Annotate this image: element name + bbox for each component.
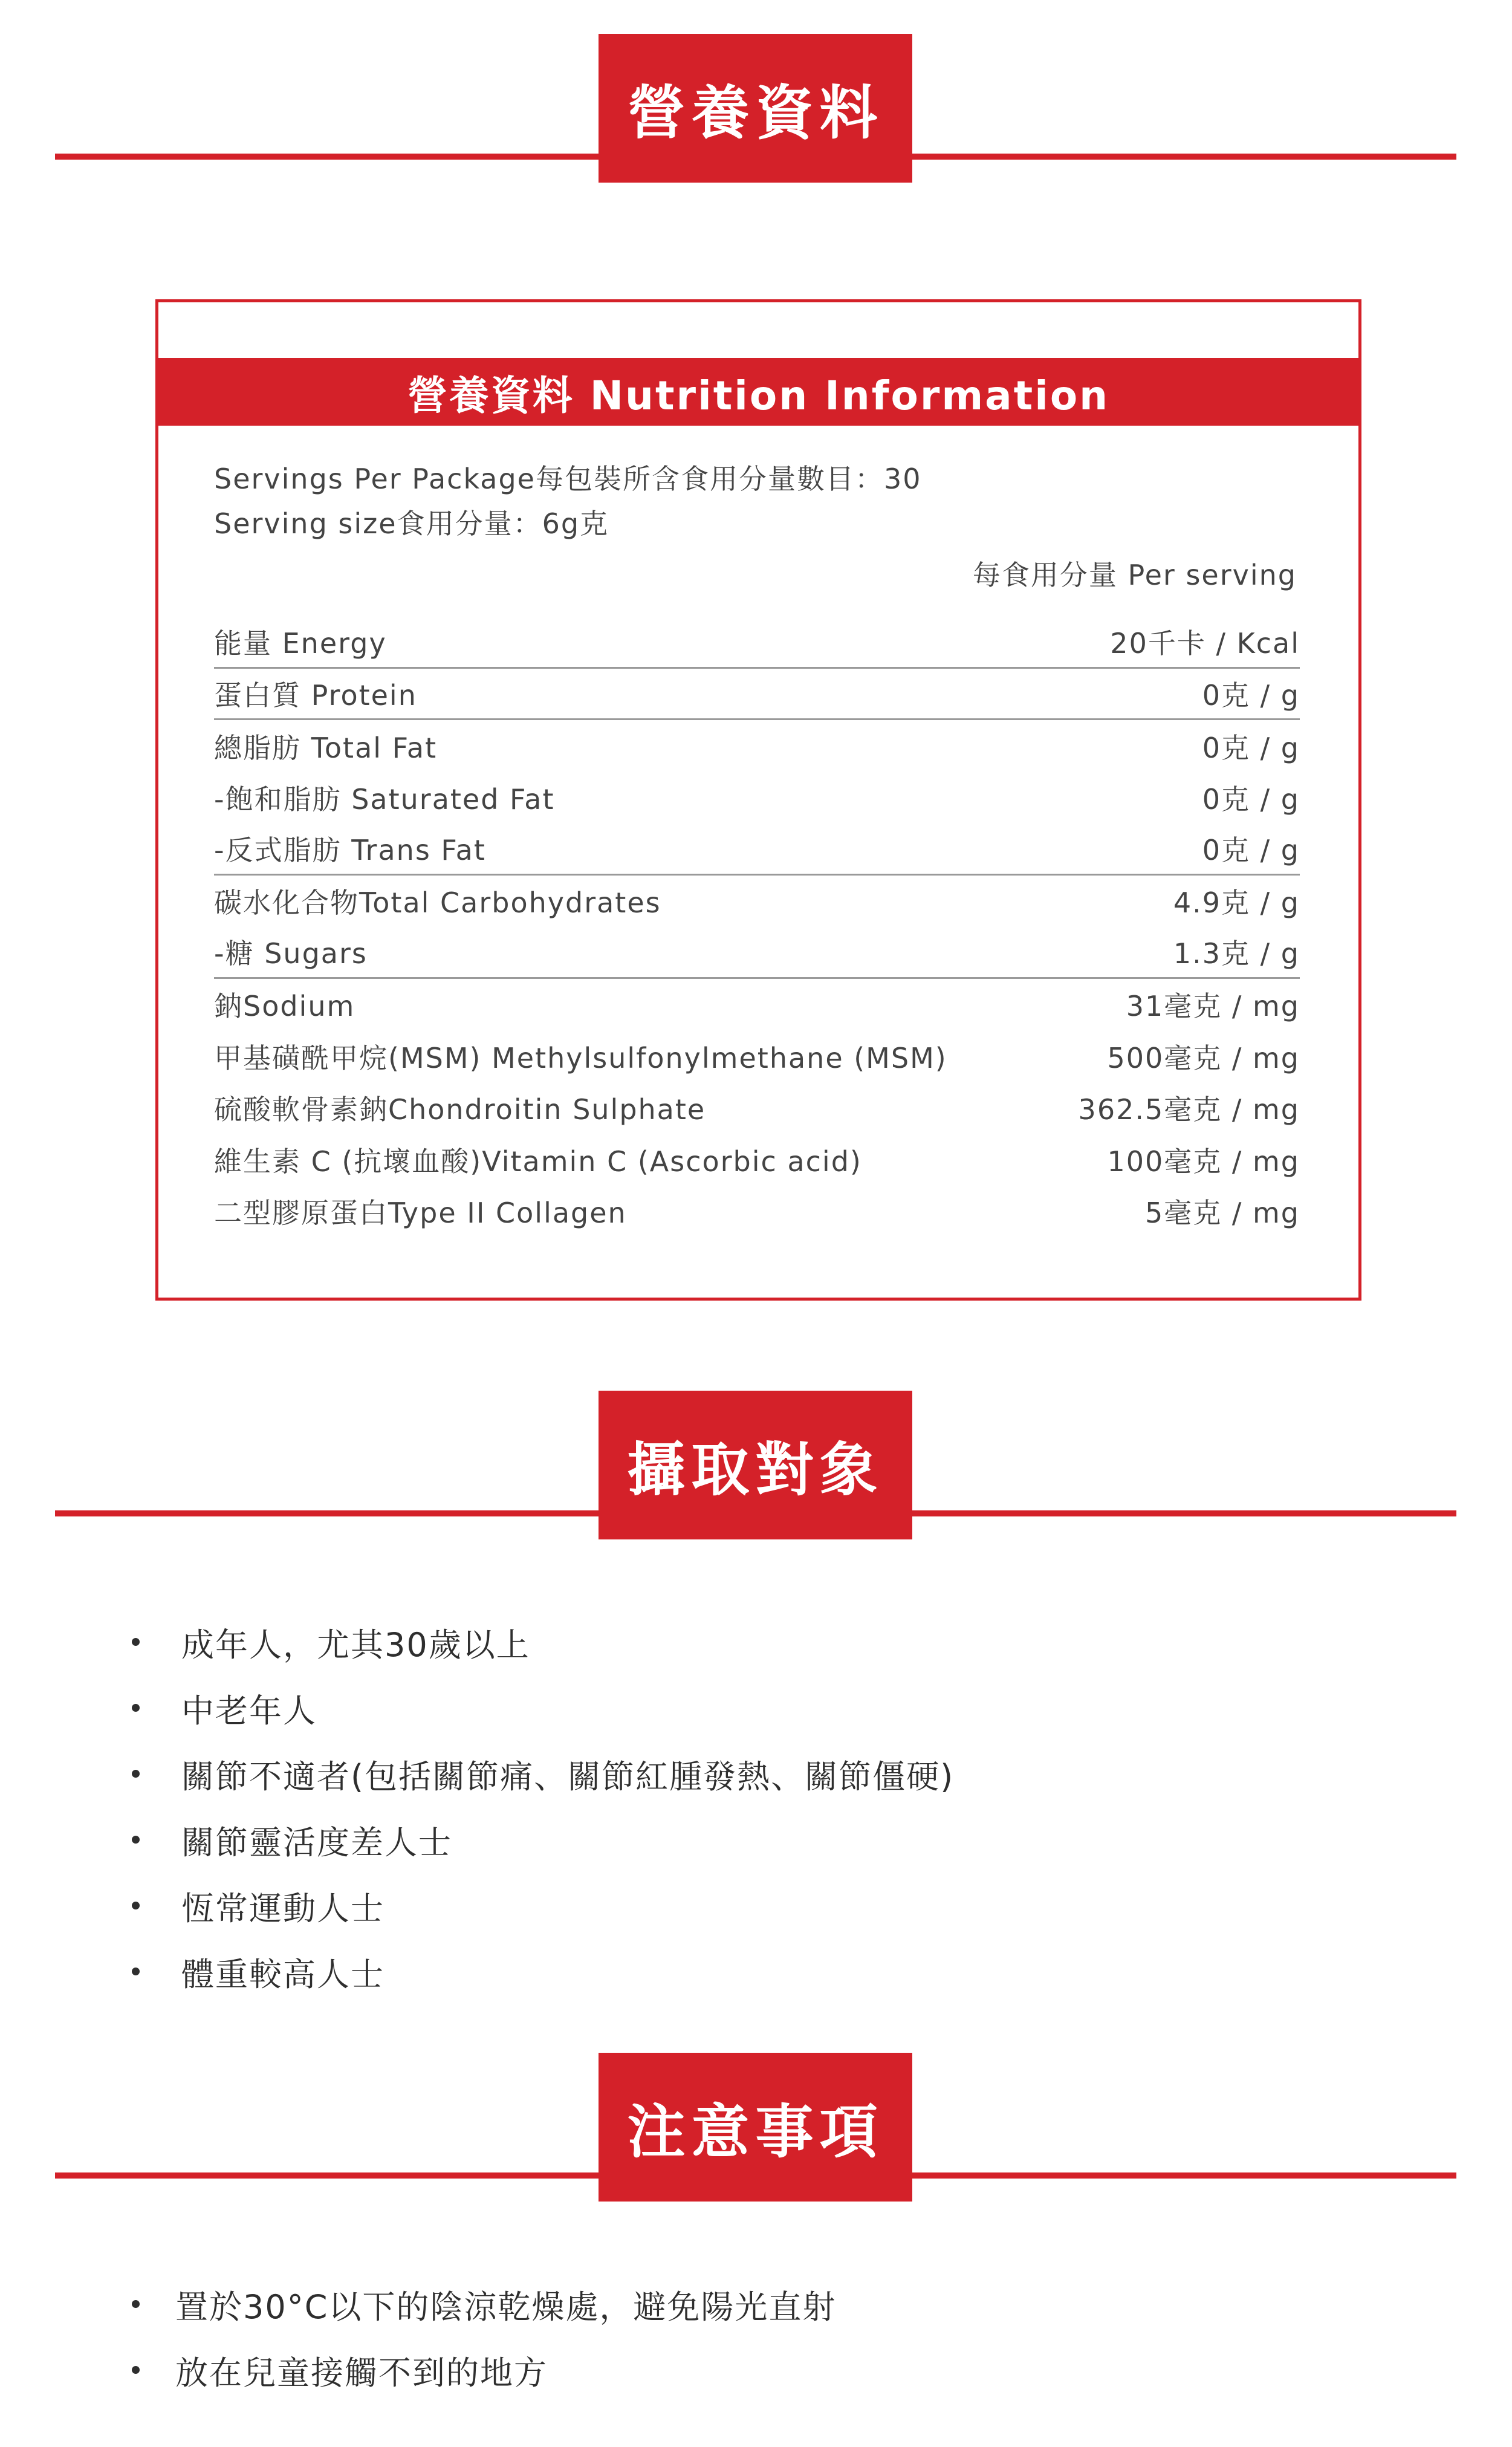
bullet-dot (132, 1836, 140, 1844)
list-item: 關節靈活度差人士 (181, 1823, 452, 1862)
target-section-header (0, 1391, 1512, 1542)
nutrient-value: 500毫克 / mg (1107, 1041, 1300, 1074)
notes-section-header (0, 2053, 1512, 2204)
list-item: 體重較高人士 (181, 1955, 384, 1994)
nutrient-value: 0克 / g (1202, 678, 1300, 712)
list-item: 放在兒童接觸不到的地方 (175, 2353, 548, 2392)
nutrition-row (214, 824, 1300, 876)
nutrition-row (214, 876, 1300, 928)
target-header-badge: 攝取對象 (599, 1391, 912, 1539)
nutrition-row (214, 927, 1300, 979)
bullet-dot (132, 1704, 140, 1712)
nutrient-value: 362.5毫克 / mg (1078, 1093, 1300, 1126)
nutrition-header-badge: 營養資料 (599, 34, 912, 183)
nutrient-value: 0克 / g (1202, 731, 1300, 764)
list-item: 置於30°C以下的陰涼乾燥處，避免陽光直射 (175, 2287, 837, 2326)
nutrient-name: -糖 Sugars (214, 937, 368, 970)
nutrition-row (214, 1186, 1300, 1238)
nutrient-value: 100毫克 / mg (1107, 1145, 1300, 1178)
list-item: 恆常運動人士 (181, 1889, 384, 1928)
nutrition-row (214, 772, 1300, 824)
nutrition-row (214, 1030, 1300, 1082)
nutrient-name: 鈉Sodium (214, 990, 355, 1023)
nutrient-value: 31毫克 / mg (1126, 990, 1300, 1023)
nutrition-table (214, 617, 1300, 1237)
nutrition-row (214, 979, 1300, 1031)
nutrient-name: 維生素 C (抗壞血酸)Vitamin C (Ascorbic acid) (214, 1145, 862, 1178)
nutrient-name: -反式脂肪 Trans Fat (214, 834, 486, 867)
per-serving-label: 每食用分量 Per serving (972, 559, 1297, 591)
nutrient-value: 1.3克 / g (1173, 937, 1300, 970)
servings-per-package: Servings Per Package每包裝所含食用分量數目：30 (214, 463, 922, 495)
bullet-dot (132, 2366, 140, 2374)
bullet-dot (132, 1902, 140, 1909)
bullet-dot (132, 2300, 140, 2308)
serving-size: Serving size食用分量：6g克 (214, 507, 609, 540)
bullet-dot (132, 1968, 140, 1975)
nutrition-section-header (0, 34, 1512, 185)
nutrition-info-title: 營養資料 Nutrition Information (158, 358, 1358, 426)
nutrient-value: 20千卡 / Kcal (1110, 627, 1300, 660)
nutrient-value: 5毫克 / mg (1144, 1197, 1300, 1230)
nutrient-name: 甲基磺酰甲烷(MSM) Methylsulfonylmethane (MSM) (214, 1041, 947, 1074)
nutrition-info-box (155, 299, 1361, 1301)
bullet-dot (132, 1770, 140, 1778)
nutrient-value: 0克 / g (1202, 783, 1300, 816)
nutrient-value: 0克 / g (1202, 834, 1300, 867)
nutrition-row (214, 1082, 1300, 1134)
list-item: 成年人，尤其30歲以上 (181, 1625, 530, 1664)
nutrition-row (214, 1134, 1300, 1186)
nutrition-row (214, 669, 1300, 721)
nutrient-name: 總脂肪 Total Fat (214, 731, 438, 764)
nutrient-name: 硫酸軟骨素鈉Chondroitin Sulphate (214, 1093, 706, 1126)
nutrient-value: 4.9克 / g (1173, 886, 1300, 920)
nutrient-name: -飽和脂肪 Saturated Fat (214, 783, 555, 816)
nutrient-name: 碳水化合物Total Carbohydrates (214, 886, 661, 920)
notes-header-badge: 注意事項 (599, 2053, 912, 2202)
list-item: 關節不適者(包括關節痛、關節紅腫發熱、關節僵硬) (181, 1757, 955, 1796)
nutrient-name: 能量 Energy (214, 627, 387, 660)
nutrition-row (214, 617, 1300, 669)
list-item: 中老年人 (181, 1691, 317, 1730)
servings-info (214, 457, 922, 546)
bullet-dot (132, 1638, 140, 1646)
nutrition-row (214, 720, 1300, 772)
nutrient-name: 二型膠原蛋白Type II Collagen (214, 1197, 627, 1230)
nutrient-name: 蛋白質 Protein (214, 678, 417, 712)
